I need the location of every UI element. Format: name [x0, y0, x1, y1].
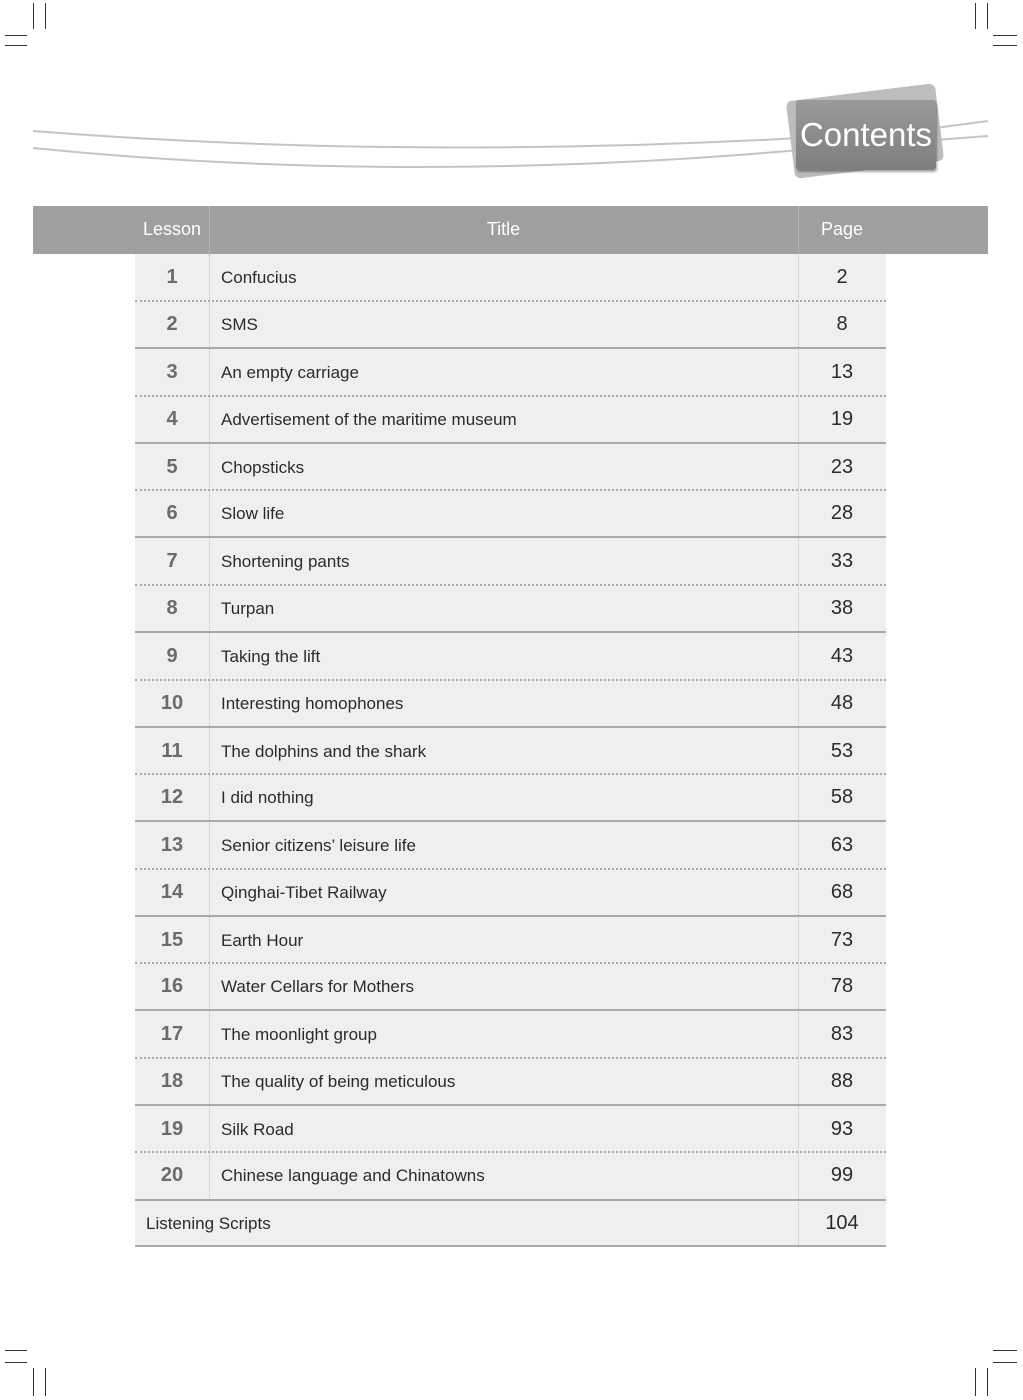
header-separator	[798, 206, 799, 254]
lesson-page: 23	[830, 456, 854, 478]
lesson-page: 58	[830, 786, 854, 808]
lesson-number: 3	[166, 361, 178, 383]
lesson-page: 48	[830, 692, 854, 714]
lesson-title: Senior citizens’ leisure life	[221, 836, 416, 855]
lesson-title: The dolphins and the shark	[221, 742, 427, 761]
lesson-row[interactable]	[135, 1011, 886, 1058]
lesson-row[interactable]	[135, 301, 886, 348]
crop-mark	[975, 1368, 976, 1396]
lesson-row[interactable]	[135, 869, 886, 916]
lesson-number: 12	[160, 786, 184, 808]
lesson-title: Silk Road	[221, 1120, 294, 1139]
lesson-row[interactable]	[135, 917, 886, 964]
lesson-number: 8	[166, 597, 178, 619]
crop-mark	[45, 1368, 46, 1396]
lesson-title: Slow life	[221, 504, 285, 523]
lesson-row[interactable]	[135, 396, 886, 443]
lesson-row[interactable]	[135, 1058, 886, 1105]
lesson-page: 28	[830, 502, 854, 524]
lesson-page: 99	[830, 1164, 854, 1186]
lesson-page: 38	[830, 597, 854, 619]
appendix-row[interactable]	[135, 1200, 886, 1247]
lesson-page: 43	[830, 645, 854, 667]
lesson-page: 19	[830, 408, 854, 430]
lesson-page: 53	[830, 740, 854, 762]
lesson-number: 4	[166, 408, 178, 430]
col-header-page: Page	[820, 219, 864, 239]
col-header-lesson: Lesson	[142, 219, 202, 239]
crop-mark	[993, 1362, 1017, 1363]
lesson-row[interactable]	[135, 585, 886, 632]
lesson-number: 10	[160, 692, 184, 714]
lesson-number: 7	[166, 550, 178, 572]
crop-mark	[5, 1350, 27, 1351]
lesson-number: 18	[160, 1070, 184, 1092]
lesson-row[interactable]	[135, 774, 886, 821]
lesson-row[interactable]	[135, 349, 886, 396]
lesson-page: 93	[830, 1118, 854, 1140]
lesson-page: 33	[830, 550, 854, 572]
lesson-title: Advertisement of the maritime museum	[221, 410, 517, 429]
lesson-number: 6	[166, 502, 178, 524]
lesson-row[interactable]	[135, 822, 886, 869]
lesson-page: 73	[830, 929, 854, 951]
lesson-row[interactable]	[135, 1106, 886, 1153]
lesson-title: Water Cellars for Mothers	[221, 977, 415, 996]
lesson-page: 63	[830, 834, 854, 856]
lesson-page: 8	[836, 313, 848, 335]
lesson-page: 83	[830, 1023, 854, 1045]
lesson-number: 19	[160, 1118, 184, 1140]
row-divider	[135, 1245, 886, 1247]
lesson-title: Shortening pants	[221, 552, 350, 571]
lesson-number: 20	[160, 1164, 184, 1186]
lesson-number: 16	[160, 975, 184, 997]
lesson-title: I did nothing	[221, 788, 314, 807]
lesson-row[interactable]	[135, 633, 886, 680]
lesson-title: SMS	[221, 315, 258, 334]
lesson-page: 78	[830, 975, 854, 997]
lesson-title: Turpan	[221, 599, 275, 618]
crop-mark	[987, 1368, 988, 1396]
contents-heading: Contents	[796, 100, 936, 170]
appendix-title: Listening Scripts	[146, 1214, 271, 1233]
lesson-row[interactable]	[135, 728, 886, 775]
lesson-number: 11	[161, 740, 183, 762]
lesson-title: An empty carriage	[221, 363, 359, 382]
header-separator	[209, 206, 210, 254]
lesson-number: 1	[166, 266, 178, 288]
lesson-title: Earth Hour	[221, 931, 304, 950]
contents-table	[135, 254, 886, 1247]
lesson-number: 2	[166, 313, 178, 335]
lesson-row[interactable]	[135, 444, 886, 491]
lesson-number: 14	[160, 881, 184, 903]
crop-mark	[5, 1362, 27, 1363]
crop-mark	[33, 1368, 34, 1396]
lesson-number: 15	[160, 929, 184, 951]
lesson-row[interactable]	[135, 490, 886, 537]
lesson-title: The moonlight group	[221, 1025, 377, 1044]
lesson-title: Qinghai-Tibet Railway	[221, 883, 387, 902]
lesson-title: Interesting homophones	[221, 694, 404, 713]
lesson-title: Chopsticks	[221, 458, 305, 477]
lesson-page: 13	[830, 361, 854, 383]
crop-mark	[993, 1350, 1017, 1351]
lesson-page: 88	[830, 1070, 854, 1092]
lesson-row[interactable]	[135, 1152, 886, 1199]
lesson-title: Chinese language and Chinatowns	[221, 1166, 485, 1185]
lesson-row[interactable]	[135, 680, 886, 727]
lesson-row[interactable]	[135, 538, 886, 585]
lesson-row[interactable]	[135, 254, 886, 301]
lesson-title: Confucius	[221, 268, 297, 287]
appendix-page: 104	[825, 1212, 859, 1234]
lesson-title: Taking the lift	[221, 647, 321, 666]
lesson-number: 13	[160, 834, 184, 856]
lesson-page: 68	[830, 881, 854, 903]
lesson-page: 2	[836, 266, 848, 288]
lesson-number: 5	[166, 456, 178, 478]
col-header-title: Title	[486, 219, 521, 239]
lesson-title: The quality of being meticulous	[221, 1072, 456, 1091]
lesson-row[interactable]	[135, 963, 886, 1010]
lesson-number: 17	[160, 1023, 184, 1045]
lesson-number: 9	[166, 645, 178, 667]
